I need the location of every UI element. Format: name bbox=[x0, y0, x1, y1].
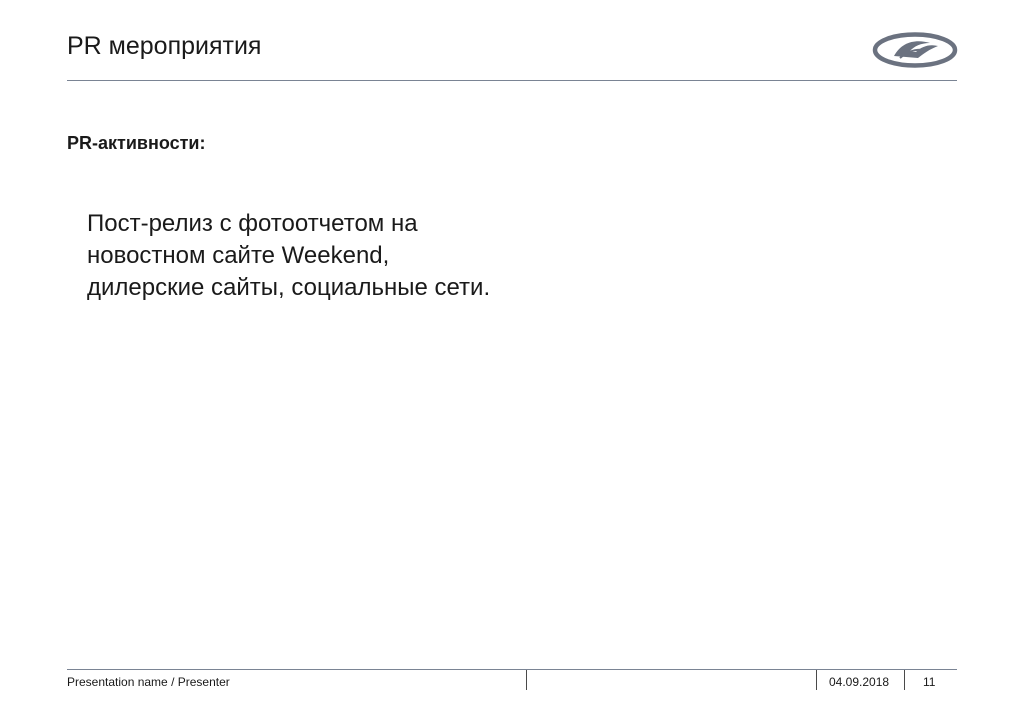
footer-presentation-label: Presentation name / Presenter bbox=[67, 675, 230, 689]
footer-separator bbox=[904, 670, 905, 690]
page-title: PR мероприятия bbox=[67, 32, 262, 60]
brand-logo-icon bbox=[872, 31, 958, 69]
body-text: Пост-релиз с фотоотчетом на новостном сайте Weekend, дилерские сайты, социальные сети. bbox=[87, 210, 491, 301]
footer-separator bbox=[816, 670, 817, 690]
footer-separator bbox=[526, 670, 527, 690]
footer-page-number: 11 bbox=[923, 675, 936, 689]
footer-divider-line bbox=[67, 669, 957, 670]
footer-date: 04.09.2018 bbox=[829, 675, 890, 689]
section-heading: PR-активности: bbox=[67, 133, 206, 153]
title-divider bbox=[67, 80, 957, 81]
